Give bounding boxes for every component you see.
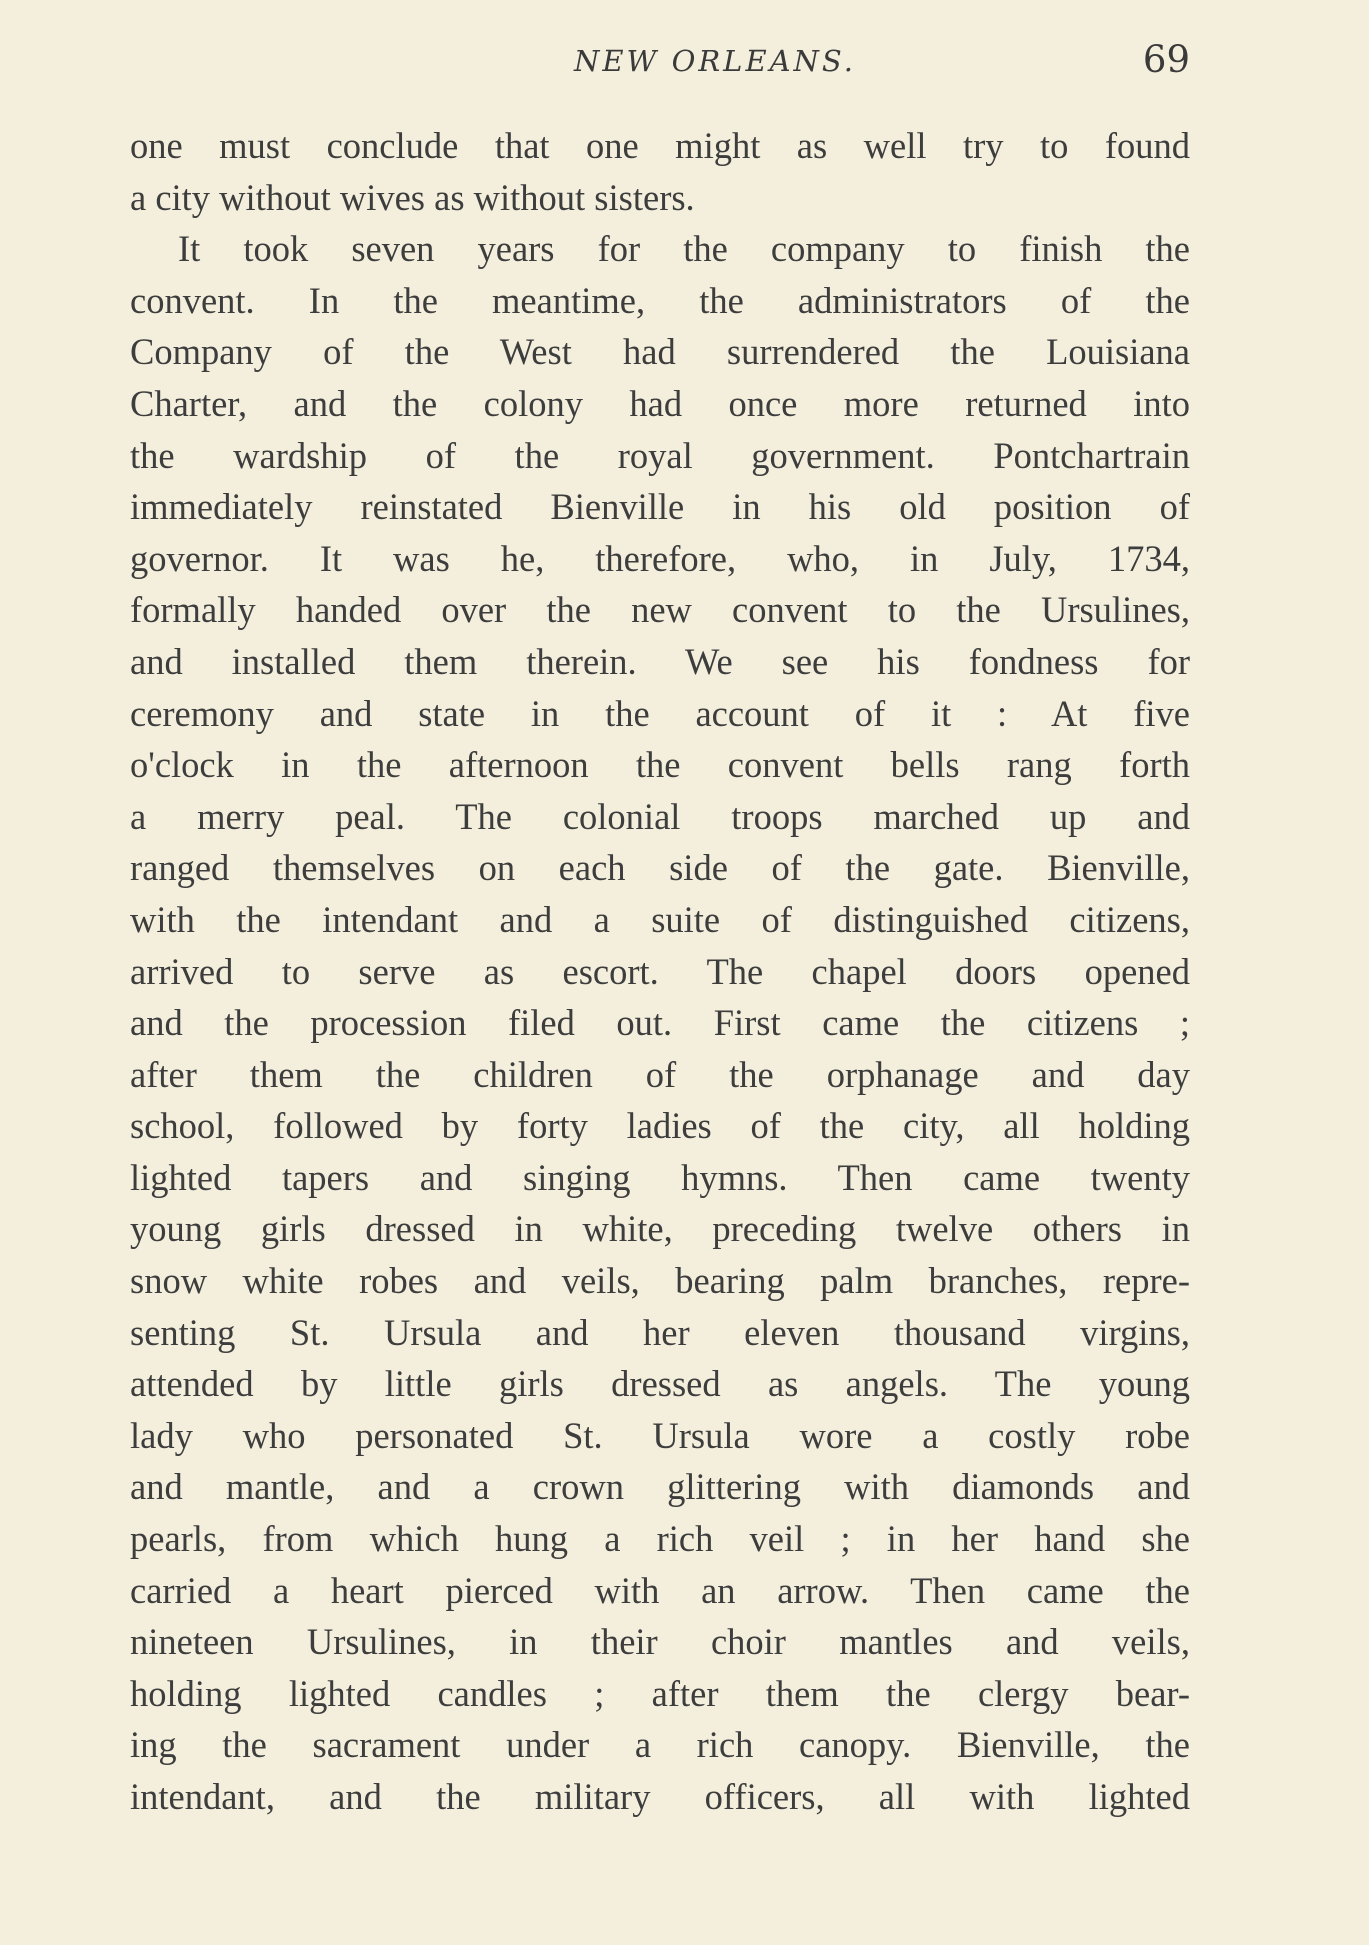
text-line: formally handed over the new convent to the Ursulines, <box>130 589 1190 631</box>
text-line: lighted tapers and singing hymns. Then came twenty <box>130 1156 1190 1198</box>
text-line: young girls dressed in white, preceding twelve others in <box>130 1208 1190 1250</box>
text-line: after them the children of the orphanage and day <box>130 1053 1190 1095</box>
text-line: ing the sacrament under a rich canopy. Bienville, the <box>130 1724 1190 1766</box>
text-line: Company of the West had surrendered the Louisiana <box>130 331 1190 373</box>
text-line: Charter, and the colony had once more returned into <box>130 382 1190 424</box>
text-line: governor. It was he, therefore, who, in July, 1734, <box>130 537 1190 579</box>
running-head: NEW ORLEANS. <box>574 44 856 78</box>
text-line: It took seven years for the company to finish the <box>178 228 1190 270</box>
text-line: carried a heart pierced with an arrow. Then came the <box>130 1569 1190 1611</box>
text-line: a merry peal. The colonial troops marched up and <box>130 795 1190 837</box>
text-line: attended by little girls dressed as angels. The young <box>130 1363 1190 1405</box>
text-line: one must conclude that one might as well try to found <box>130 125 1190 166</box>
text-line: senting St. Ursula and her eleven thousand virgins, <box>130 1311 1190 1353</box>
text-line: pearls, from which hung a rich veil ; in her hand she <box>130 1518 1190 1560</box>
text-line: holding lighted candles ; after them the clergy bear- <box>130 1672 1190 1714</box>
page-number: 69 <box>1142 38 1190 81</box>
text-line: lady who personated St. Ursula wore a costly robe <box>130 1414 1190 1456</box>
text-line: intendant, and the military officers, all with lighted <box>130 1776 1190 1817</box>
body-text <box>130 120 1190 1823</box>
text-line: with the intendant and a suite of distinguished citizens, <box>130 898 1190 940</box>
text-line: o'clock in the afternoon the convent bells rang forth <box>130 744 1190 786</box>
text-line: school, followed by forty ladies of the city, all holding <box>130 1105 1190 1147</box>
text-line: and installed them therein. We see his fondness for <box>130 640 1190 682</box>
text-line: ceremony and state in the account of it : At five <box>130 692 1190 734</box>
text-line: the wardship of the royal government. Pontchartrain <box>130 434 1190 476</box>
text-line: immediately reinstated Bienville in his old position of <box>130 486 1190 528</box>
text-line: arrived to serve as escort. The chapel doors opened <box>130 950 1190 992</box>
text-line: snow white robes and veils, bearing palm branches, repre- <box>130 1260 1190 1302</box>
text-line: and mantle, and a crown glittering with diamonds and <box>130 1466 1190 1508</box>
text-line: a city without wives as without sisters. <box>130 176 695 218</box>
page-header <box>130 38 1190 88</box>
text-line: convent. In the meantime, the administrators of the <box>130 279 1190 321</box>
text-line: nineteen Ursulines, in their choir mantles and veils, <box>130 1621 1190 1663</box>
text-line: and the procession filed out. First came the citizens ; <box>130 1002 1190 1044</box>
text-line: ranged themselves on each side of the gate. Bienville, <box>130 847 1190 889</box>
